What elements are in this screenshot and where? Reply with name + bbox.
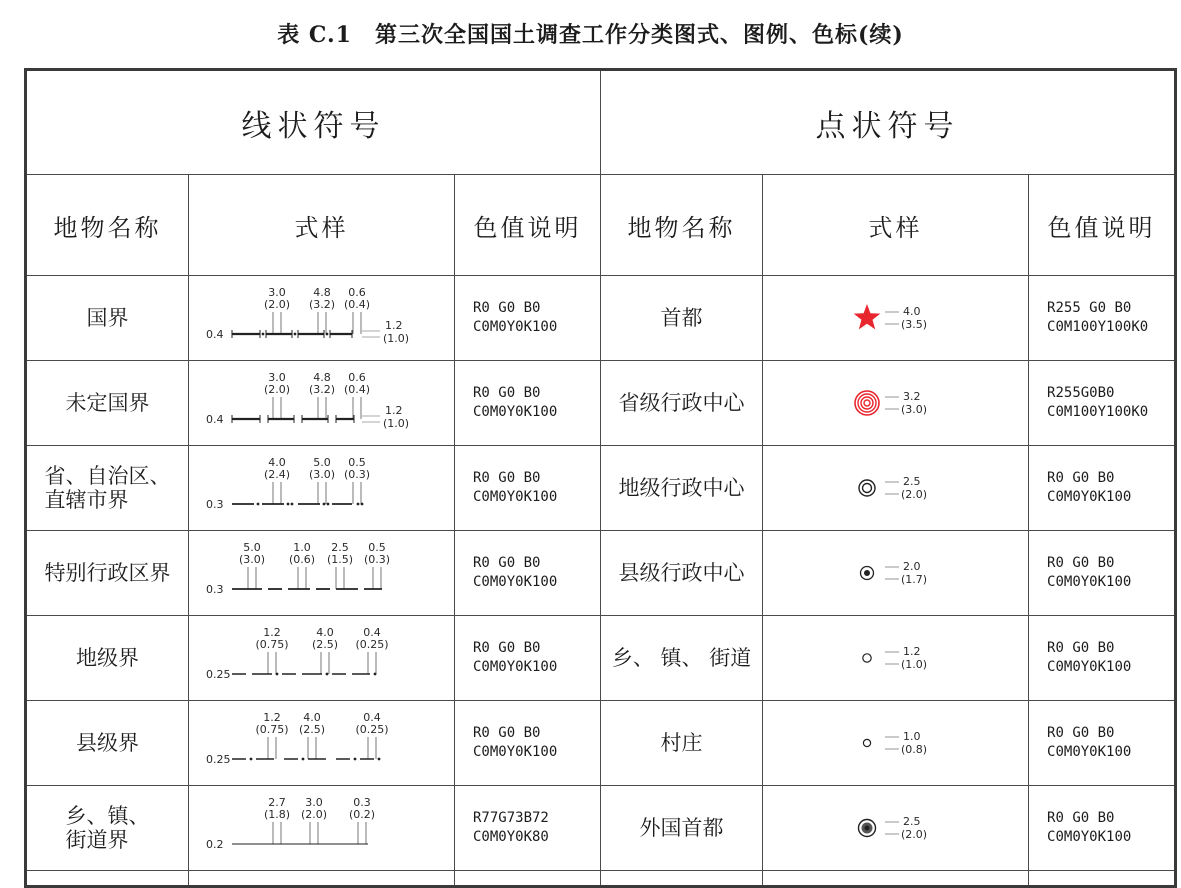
point-feature-name-cell xyxy=(601,531,763,616)
symbol-size-value-alt: (3.5) xyxy=(900,318,927,331)
point-style-diagram xyxy=(841,551,951,595)
line-width-label: 0.3 xyxy=(205,498,223,511)
symbol-size-value: 1.0 xyxy=(902,730,921,743)
line-color-cell xyxy=(455,786,601,871)
table-row xyxy=(26,701,1176,786)
dimension-value: 0.4 xyxy=(362,711,381,724)
line-feature-name xyxy=(87,306,129,330)
line-color-cell xyxy=(455,531,601,616)
line-dot xyxy=(286,503,289,506)
point-feature-name: 外国首都 xyxy=(639,816,724,840)
point-style-cell xyxy=(763,616,1029,701)
point-feature-name-cell xyxy=(601,701,763,786)
line-style-diagram xyxy=(202,452,442,524)
point-feature-name: 村庄 xyxy=(660,731,703,755)
line-width-label: 0.25 xyxy=(205,753,230,766)
dimension-value: 4.0 xyxy=(315,626,334,639)
empty-cell xyxy=(26,871,189,887)
color-value: R255G0B0 xyxy=(1047,385,1115,401)
line-width-label: 0.3 xyxy=(205,583,223,596)
line-feature-name xyxy=(66,391,150,415)
line-width-label: 0.2 xyxy=(205,838,223,851)
dimension-value: 0.6 xyxy=(347,286,366,299)
symbol-size-value-alt: (1.7) xyxy=(900,573,927,586)
color-value: C0M0Y0K100 xyxy=(473,489,558,505)
point-feature-name-cell xyxy=(601,276,763,361)
color-value: C0M0Y0K100 xyxy=(473,404,558,420)
line-color-cell xyxy=(455,701,601,786)
dimension-value: 2.7 xyxy=(267,796,286,809)
point-feature-name: 乡、 镇、 街道 xyxy=(611,646,752,670)
table-row xyxy=(26,786,1176,871)
color-value: R0 G0 B0 xyxy=(473,385,541,401)
line-color-cell xyxy=(455,616,601,701)
line-dot xyxy=(256,503,259,506)
line-color-cell xyxy=(455,446,601,531)
line-feature-name-line: 未定国界 xyxy=(65,391,150,415)
symbol-size-value: 1.2 xyxy=(902,645,921,658)
dimension-value: 1.2 xyxy=(262,626,281,639)
line-dot xyxy=(249,758,252,761)
symbol-size-value: 2.5 xyxy=(902,815,921,828)
line-style-cell xyxy=(189,616,455,701)
line-feature-name-line: 国界 xyxy=(86,306,129,330)
dimension-value-alt: (0.25) xyxy=(354,638,389,651)
color-value: C0M0Y0K100 xyxy=(1047,829,1132,845)
line-feature-name xyxy=(76,731,139,755)
point-style-cell xyxy=(763,276,1029,361)
point-feature-name-cell xyxy=(601,446,763,531)
column-header-row xyxy=(26,175,1176,276)
dimension-value: 0.4 xyxy=(362,626,381,639)
empty-cell xyxy=(763,871,1029,887)
dimension-value-alt: (2.4) xyxy=(263,468,290,481)
symbol-table xyxy=(24,68,1177,888)
dimension-value: 0.5 xyxy=(347,456,366,469)
color-value: R0 G0 B0 xyxy=(1047,640,1115,656)
line-style-cell xyxy=(189,361,455,446)
dimension-value-alt: (2.5) xyxy=(311,638,338,651)
dimension-value-alt: (0.3) xyxy=(363,553,390,566)
point-feature-name: 省级行政中心 xyxy=(618,391,745,415)
ring-with-filled-center-icon xyxy=(858,820,875,837)
line-feature-name-line: 乡、镇、 xyxy=(65,804,150,828)
dimension-value-alt: (1.8) xyxy=(263,808,290,821)
table-row xyxy=(26,276,1176,361)
dimension-value-alt: (0.4) xyxy=(343,383,370,396)
line-style-cell xyxy=(189,531,455,616)
line-style-diagram xyxy=(202,367,442,439)
line-color-cell xyxy=(455,276,601,361)
line-style-diagram xyxy=(202,622,442,694)
line-symbols-title: 线状符号 xyxy=(241,108,386,144)
dimension-value-alt: (0.25) xyxy=(354,723,389,736)
dimension-value-alt: (3.0) xyxy=(238,553,265,566)
line-name-header: 地物名称 xyxy=(26,175,189,276)
point-style-cell xyxy=(763,361,1029,446)
point-feature-name: 首都 xyxy=(660,306,703,330)
section-header-row xyxy=(26,70,1176,175)
line-dot xyxy=(373,673,376,676)
color-value: C0M0Y0K100 xyxy=(473,659,558,675)
dimension-value: 0.6 xyxy=(347,371,366,384)
line-feature-name-cell xyxy=(26,276,189,361)
color-value: C0M0Y0K100 xyxy=(1047,659,1132,675)
point-style-diagram xyxy=(841,381,951,425)
color-value: R0 G0 B0 xyxy=(473,470,541,486)
point-feature-name: 地级行政中心 xyxy=(618,476,745,500)
point-color-cell xyxy=(1029,446,1176,531)
color-value: R0 G0 B0 xyxy=(473,300,541,316)
dimension-value: 5.0 xyxy=(242,541,261,554)
double-ring-icon xyxy=(859,480,875,496)
line-feature-name-line: 省、自治区、 xyxy=(44,464,171,488)
line-color-cell xyxy=(455,361,601,446)
color-value: R0 G0 B0 xyxy=(473,640,541,656)
line-dot xyxy=(360,503,363,506)
dimension-value: 4.0 xyxy=(302,711,321,724)
point-style-cell xyxy=(763,701,1029,786)
table-row xyxy=(26,446,1176,531)
line-feature-name-line: 直辖市界 xyxy=(44,488,129,512)
small-circle-icon xyxy=(863,739,870,746)
color-value: R0 G0 B0 xyxy=(473,555,541,571)
point-style-diagram xyxy=(841,806,951,850)
line-feature-name-cell xyxy=(26,616,189,701)
dimension-value-alt: (0.6) xyxy=(288,553,315,566)
dimension-value: 5.0 xyxy=(312,456,331,469)
point-style-diagram xyxy=(841,466,951,510)
line-feature-name xyxy=(45,561,171,585)
line-feature-name-cell xyxy=(26,446,189,531)
line-style-header: 式样 xyxy=(189,175,455,276)
empty-cell xyxy=(601,871,763,887)
dimension-value-alt: (0.2) xyxy=(348,808,375,821)
line-feature-name-cell xyxy=(26,701,189,786)
dimension-value-alt: (0.3) xyxy=(343,468,370,481)
line-dot xyxy=(325,673,328,676)
line-feature-name-line: 特别行政区界 xyxy=(44,561,171,585)
line-style-cell xyxy=(189,701,455,786)
dimension-value: 1.2 xyxy=(262,711,281,724)
line-dot xyxy=(377,758,380,761)
dimension-value-alt: (2.0) xyxy=(263,383,290,396)
line-width-label: 0.25 xyxy=(205,668,230,681)
dimension-value-alt: (2.0) xyxy=(263,298,290,311)
red-star-icon xyxy=(853,304,880,329)
line-dot xyxy=(326,503,329,506)
dimension-value: 3.0 xyxy=(267,286,286,299)
point-color-cell xyxy=(1029,701,1176,786)
point-symbols-section-header xyxy=(601,70,1176,175)
color-value: R77G73B72 xyxy=(473,810,549,826)
line-dot xyxy=(261,333,264,336)
color-value: C0M0Y0K100 xyxy=(473,319,558,335)
point-feature-name-cell xyxy=(601,616,763,701)
dimension-value: 4.8 xyxy=(312,286,331,299)
empty-cell xyxy=(1029,871,1176,887)
dimension-value-alt: (0.75) xyxy=(254,638,289,651)
point-color-cell xyxy=(1029,786,1176,871)
dimension-value: 4.0 xyxy=(267,456,286,469)
symbol-size-value: 2.0 xyxy=(902,560,921,573)
dimension-value: 0.5 xyxy=(367,541,386,554)
line-style-cell xyxy=(189,786,455,871)
table-row xyxy=(26,616,1176,701)
symbol-size-value: 4.0 xyxy=(902,305,921,318)
dimension-value: 3.0 xyxy=(267,371,286,384)
point-color-cell xyxy=(1029,276,1176,361)
dimension-value-alt: (3.0) xyxy=(308,468,335,481)
line-feature-name-line: 地级界 xyxy=(76,646,139,670)
line-feature-name-cell xyxy=(26,361,189,446)
line-style-diagram xyxy=(202,792,442,864)
color-value: R0 G0 B0 xyxy=(473,725,541,741)
dimension-value-alt: (2.5) xyxy=(298,723,325,736)
color-value: R0 G0 B0 xyxy=(1047,725,1115,741)
color-value: C0M0Y0K80 xyxy=(473,829,549,845)
color-value: C0M0Y0K100 xyxy=(1047,744,1132,760)
dimension-value-alt: (0.75) xyxy=(254,723,289,736)
point-feature-name-cell xyxy=(601,786,763,871)
document-title: 表 C.1 第三次全国国土调查工作分类图式、图例、色标(续) xyxy=(277,22,904,48)
dimension-value: 2.5 xyxy=(330,541,349,554)
dimension-value-alt: (0.4) xyxy=(343,298,370,311)
line-feature-name-cell xyxy=(26,786,189,871)
line-dot xyxy=(353,758,356,761)
line-dot xyxy=(301,758,304,761)
point-color-header: 色值说明 xyxy=(1029,175,1176,276)
color-value: R0 G0 B0 xyxy=(1047,555,1115,571)
line-style-diagram xyxy=(202,707,442,779)
point-style-diagram xyxy=(841,296,951,340)
point-feature-name: 县级行政中心 xyxy=(618,561,745,585)
color-value: C0M100Y100K0 xyxy=(1047,404,1149,420)
point-style-cell xyxy=(763,531,1029,616)
line-width-value: 1.2 xyxy=(384,319,402,332)
dimension-value-alt: (2.0) xyxy=(300,808,327,821)
table-row xyxy=(26,531,1176,616)
dimension-value-alt: (3.2) xyxy=(308,383,335,396)
point-style-cell xyxy=(763,786,1029,871)
line-feature-name-line: 街道界 xyxy=(65,828,129,852)
small-circle-icon xyxy=(862,654,870,662)
line-dot xyxy=(293,333,296,336)
point-feature-name-cell xyxy=(601,361,763,446)
table-row-continued xyxy=(26,871,1176,887)
line-width-value-alt: (1.0) xyxy=(382,332,409,345)
dimension-value: 1.0 xyxy=(292,541,311,554)
line-symbols-section-header xyxy=(26,70,601,175)
line-dot xyxy=(275,673,278,676)
dimension-value-alt: (1.5) xyxy=(326,553,353,566)
point-color-cell xyxy=(1029,531,1176,616)
table-row xyxy=(26,361,1176,446)
dimension-value: 4.8 xyxy=(312,371,331,384)
color-value: C0M100Y100K0 xyxy=(1047,319,1149,335)
point-style-diagram xyxy=(841,636,951,680)
point-style-cell xyxy=(763,446,1029,531)
line-style-cell xyxy=(189,446,455,531)
color-value: C0M0Y0K100 xyxy=(1047,489,1132,505)
color-value: C0M0Y0K100 xyxy=(1047,574,1132,590)
line-feature-name xyxy=(76,646,139,670)
line-width-label: 0.4 xyxy=(205,328,223,341)
line-width-value-alt: (1.0) xyxy=(382,417,409,430)
red-concentric-circles-icon xyxy=(855,391,879,415)
symbol-size-value-alt: (2.0) xyxy=(900,828,927,841)
point-color-cell xyxy=(1029,361,1176,446)
empty-cell xyxy=(189,871,455,887)
symbol-size-value: 2.5 xyxy=(902,475,921,488)
color-value: C0M0Y0K100 xyxy=(473,744,558,760)
point-color-cell xyxy=(1029,616,1176,701)
line-color-header: 色值说明 xyxy=(455,175,601,276)
line-style-diagram xyxy=(202,282,442,354)
line-style-diagram xyxy=(202,537,442,609)
line-dot xyxy=(325,333,328,336)
color-value: R255 G0 B0 xyxy=(1047,300,1132,316)
color-value: R0 G0 B0 xyxy=(1047,470,1115,486)
dimension-value: 0.3 xyxy=(352,796,371,809)
point-symbols-title: 点状符号 xyxy=(815,108,960,144)
line-width-label: 0.4 xyxy=(205,413,223,426)
color-value: C0M0Y0K100 xyxy=(473,574,558,590)
symbol-size-value-alt: (3.0) xyxy=(900,403,927,416)
point-name-header: 地物名称 xyxy=(601,175,763,276)
line-dot xyxy=(290,503,293,506)
line-feature-name-line: 县级界 xyxy=(76,731,139,755)
symbol-size-value: 3.2 xyxy=(902,390,921,403)
line-feature-name xyxy=(66,804,150,852)
symbol-size-value-alt: (0.8) xyxy=(900,743,927,756)
symbol-size-value-alt: (2.0) xyxy=(900,488,927,501)
symbol-size-value-alt: (1.0) xyxy=(900,658,927,671)
line-width-value: 1.2 xyxy=(384,404,402,417)
line-feature-name xyxy=(45,464,171,512)
empty-cell xyxy=(455,871,601,887)
point-style-header: 式样 xyxy=(763,175,1029,276)
line-dot xyxy=(322,503,325,506)
line-feature-name-cell xyxy=(26,531,189,616)
point-style-diagram xyxy=(841,721,951,765)
line-dot xyxy=(356,503,359,506)
dimension-value-alt: (3.2) xyxy=(308,298,335,311)
ring-with-dot-icon xyxy=(860,567,873,580)
dimension-value: 3.0 xyxy=(304,796,323,809)
line-style-cell xyxy=(189,276,455,361)
color-value: R0 G0 B0 xyxy=(1047,810,1115,826)
